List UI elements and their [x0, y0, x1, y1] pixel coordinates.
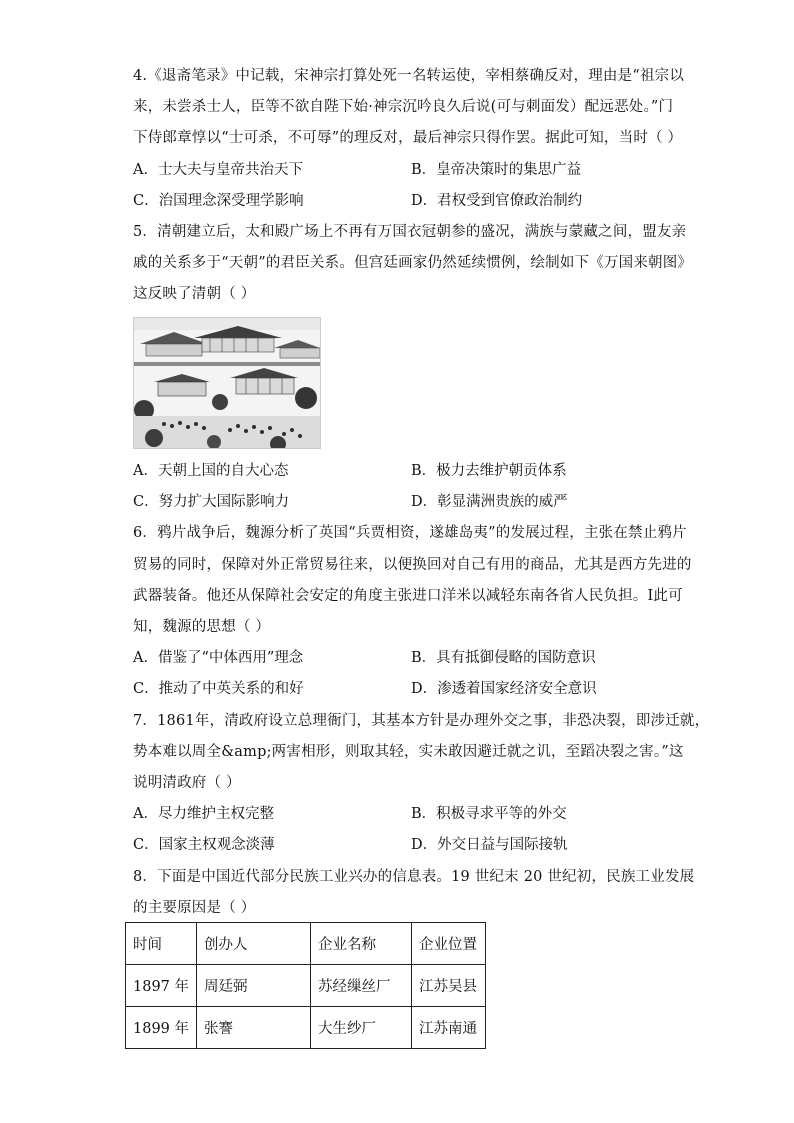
table-header-row	[126, 923, 486, 965]
table-row	[126, 1007, 486, 1049]
question-5-line-2: 戚的关系多于“天朝”的君臣关系。但宫廷画家仍然延续惯例，绘制如下《万国来朝图》	[133, 255, 693, 271]
question-4-line-2: 来，未尝杀士人，臣等不欲自陛下始·神宗沉吟良久后说(可与刺面发）配远恶处。”门	[133, 99, 674, 115]
table-cell: 1899 年	[126, 1007, 197, 1049]
question-7-line-2: 势本难以周全&amp;两害相形，则取其轻，实未敢因避迁就之讥，至蹈决裂之害。”这	[133, 744, 684, 760]
question-7-option-d: D．外交日益与国际接轨	[411, 837, 568, 853]
question-4-option-d: D．君权受到官僚政治制约	[411, 193, 583, 209]
question-6-option-c: C．推动了中英关系的和好	[133, 681, 304, 697]
question-5-line-1: 5．清朝建立后，太和殿广场上不再有万国衣冠朝参的盛况，满族与蒙藏之间，盟友亲	[133, 224, 687, 240]
question-6-option-d: D．渗透着国家经济安全意识	[411, 681, 597, 697]
question-6-line-3: 武器装备。他还从保障社会安定的角度主张进口洋米以减轻东南各省人民负担。I此可	[133, 588, 683, 604]
question-7-line-3: 说明清政府（ ）	[133, 775, 241, 791]
question-7-line-1: 7．1861年，清政府设立总理衙门，其基本方针是办理外交之事，非恐决裂，即涉迁就，	[133, 713, 710, 729]
table-header-cell: 企业名称	[311, 923, 412, 965]
question-4-option-b: B．皇帝决策时的集思广益	[411, 162, 582, 178]
question-5-option-b: B．极力去维护朝贡体系	[411, 463, 567, 479]
question-5-option-c: C．努力扩大国际影响力	[133, 494, 290, 510]
question-7-option-b: B．积极寻求平等的外交	[411, 806, 567, 822]
table-cell: 1897 年	[126, 965, 197, 1007]
question-6-option-b: B．具有抵御侵略的国防意识	[411, 650, 596, 666]
question-6-line-4: 知，魏源的思想（ ）	[133, 619, 271, 635]
table-cell: 江苏吴县	[412, 965, 486, 1007]
table-cell: 苏经缫丝厂	[311, 965, 412, 1007]
table-cell: 大生纱厂	[311, 1007, 412, 1049]
table-cell: 江苏南通	[412, 1007, 486, 1049]
table-header-cell: 时间	[126, 923, 197, 965]
question-4-option-a: A．士大夫与皇帝共治天下	[133, 162, 303, 178]
question-6-line-2: 贸易的同时，保障对外正常贸易往来，以便换回对自己有用的商品，尤其是西方先进的	[133, 557, 692, 573]
question-5-option-a: A．天朝上国的自大心态	[133, 463, 289, 479]
table-cell: 周廷弼	[197, 965, 311, 1007]
table-header-cell: 创办人	[197, 923, 311, 965]
question-6-line-1: 6．鸦片战争后，魏源分析了英国“兵贾相资，遂雄岛夷”的发展过程，主张在禁止鸦片	[133, 525, 687, 541]
table-cell: 张謇	[197, 1007, 311, 1049]
question-4-option-c: C．治国理念深受理学影响	[133, 193, 304, 209]
question-7-option-c: C．国家主权观念淡薄	[133, 837, 275, 853]
painting-illustration	[134, 318, 320, 448]
question-5-option-d: D．彰显满洲贵族的威严	[411, 494, 568, 510]
wanguo-laichao-painting	[133, 317, 321, 449]
table-row	[126, 965, 486, 1007]
question-8-line-1: 8．下面是中国近代部分民族工业兴办的信息表。19 世纪末 20 世纪初，民族工业发展	[133, 869, 695, 885]
question-4-line-1: 4.《退斋笔录》中记载，宋神宗打算处死一名转运使，宰相蔡确反对，理由是“祖宗以	[133, 68, 685, 84]
table-header-cell: 企业位置	[412, 923, 486, 965]
question-5-line-3: 这反映了清朝（ ）	[133, 286, 256, 302]
question-6-option-a: A．借鉴了“中体西用”理念	[133, 650, 304, 666]
question-8-line-2: 的主要原因是（ ）	[133, 900, 256, 916]
industry-info-table	[125, 922, 486, 1049]
question-7-option-a: A．尽力维护主权完整	[133, 806, 274, 822]
question-4-line-3: 下侍郎章惇以“士可杀，不可辱”的理反对，最后神宗只得作罢。据此可知，当时（ ）	[133, 130, 683, 146]
